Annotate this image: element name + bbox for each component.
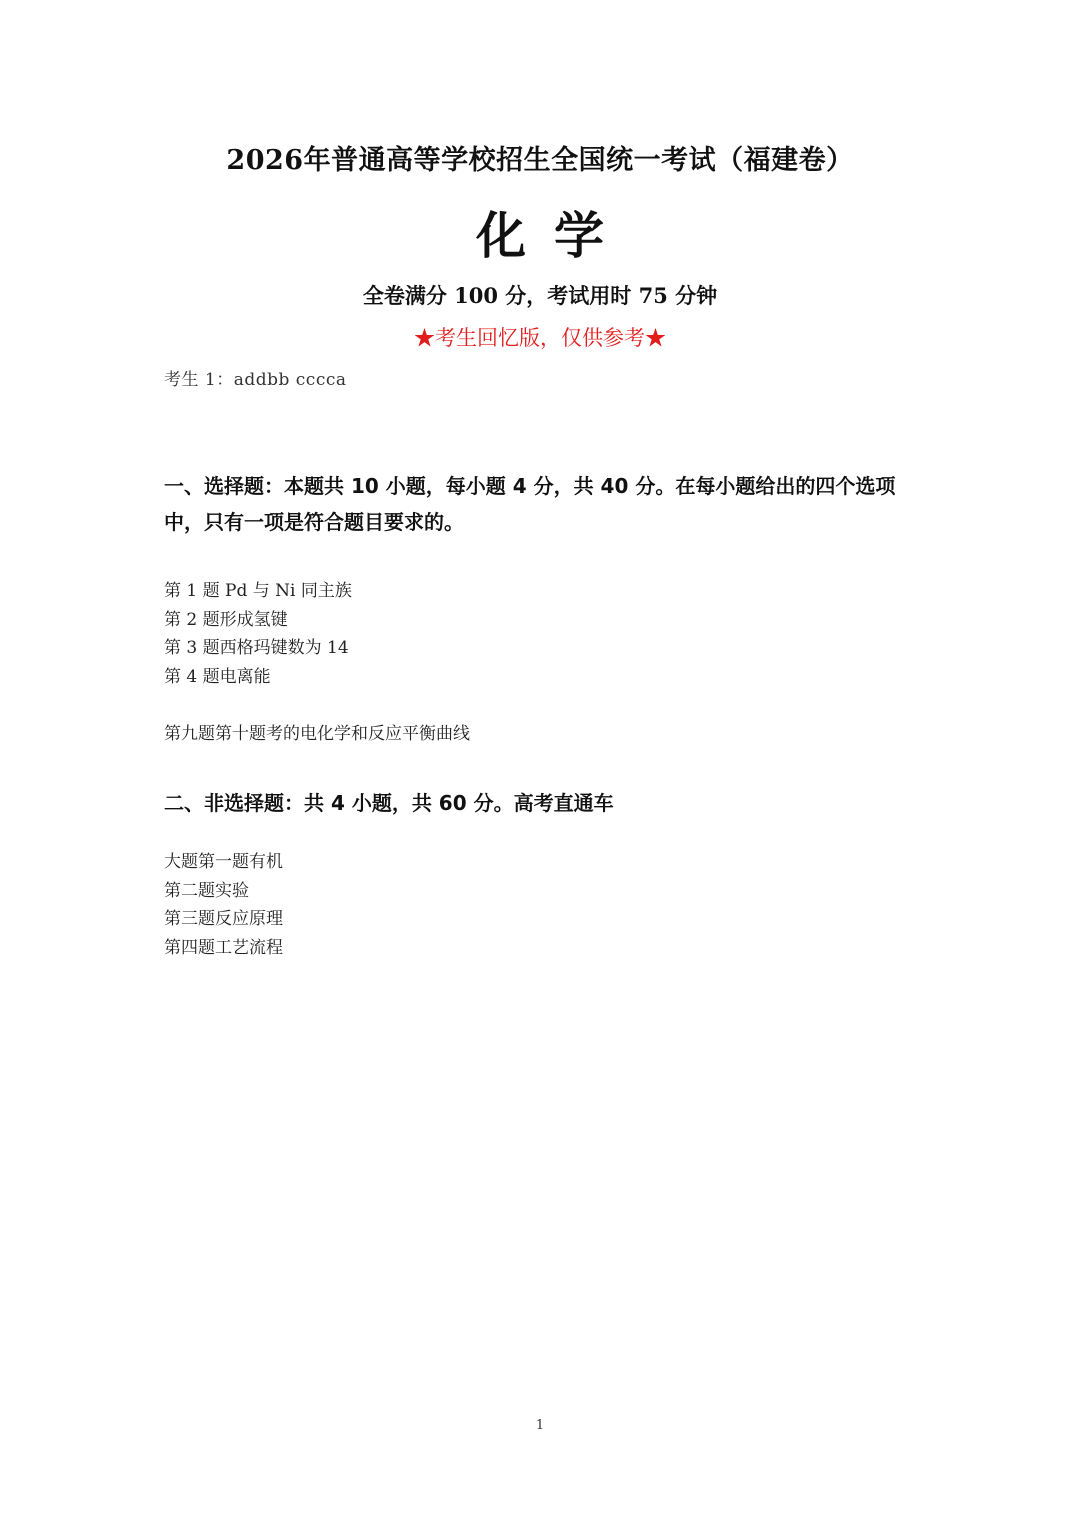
- section1-note: 第九题第十题考的电化学和反应平衡曲线: [164, 724, 470, 744]
- section1-list: [164, 577, 352, 691]
- section2-list: [164, 848, 283, 962]
- section1-heading-line1: 一、选择题：本题共 10 小题，每小题 4 分，共 40 分。在每小题给出的四个选项: [164, 474, 896, 498]
- exam-meta: 全卷满分 100 分，考试用时 75 分钟: [362, 283, 718, 308]
- list-item: 第 1 题 Pd 与 Ni 同主族: [164, 581, 352, 601]
- subject-title: 化学: [476, 206, 632, 265]
- section2-heading-line: 二、非选择题：共 4 小题，共 60 分。高考直通车: [164, 791, 614, 815]
- list-item: 第 3 题西格玛键数为 14: [164, 638, 349, 658]
- section1-heading: [164, 468, 904, 540]
- list-item: 第 2 题形成氢键: [164, 609, 288, 630]
- list-item: 第二题实验: [164, 880, 249, 901]
- exam-title: 2026年普通高等学校招生全国统一考试（福建卷）: [226, 145, 854, 176]
- list-item: 大题第一题有机: [164, 852, 283, 872]
- section1-heading-line2: 中，只有一项是符合题目要求的。: [164, 510, 464, 534]
- list-item: 第四题工艺流程: [164, 937, 283, 958]
- list-item: 第三题反应原理: [164, 909, 283, 929]
- section2-heading: [164, 785, 904, 821]
- page-number: 1: [535, 1418, 545, 1433]
- answer-key: 考生 1：addbb cccca: [164, 370, 347, 390]
- recall-notice: ★考生回忆版，仅供参考★: [414, 326, 666, 350]
- list-item: 第 4 题电离能: [164, 666, 271, 687]
